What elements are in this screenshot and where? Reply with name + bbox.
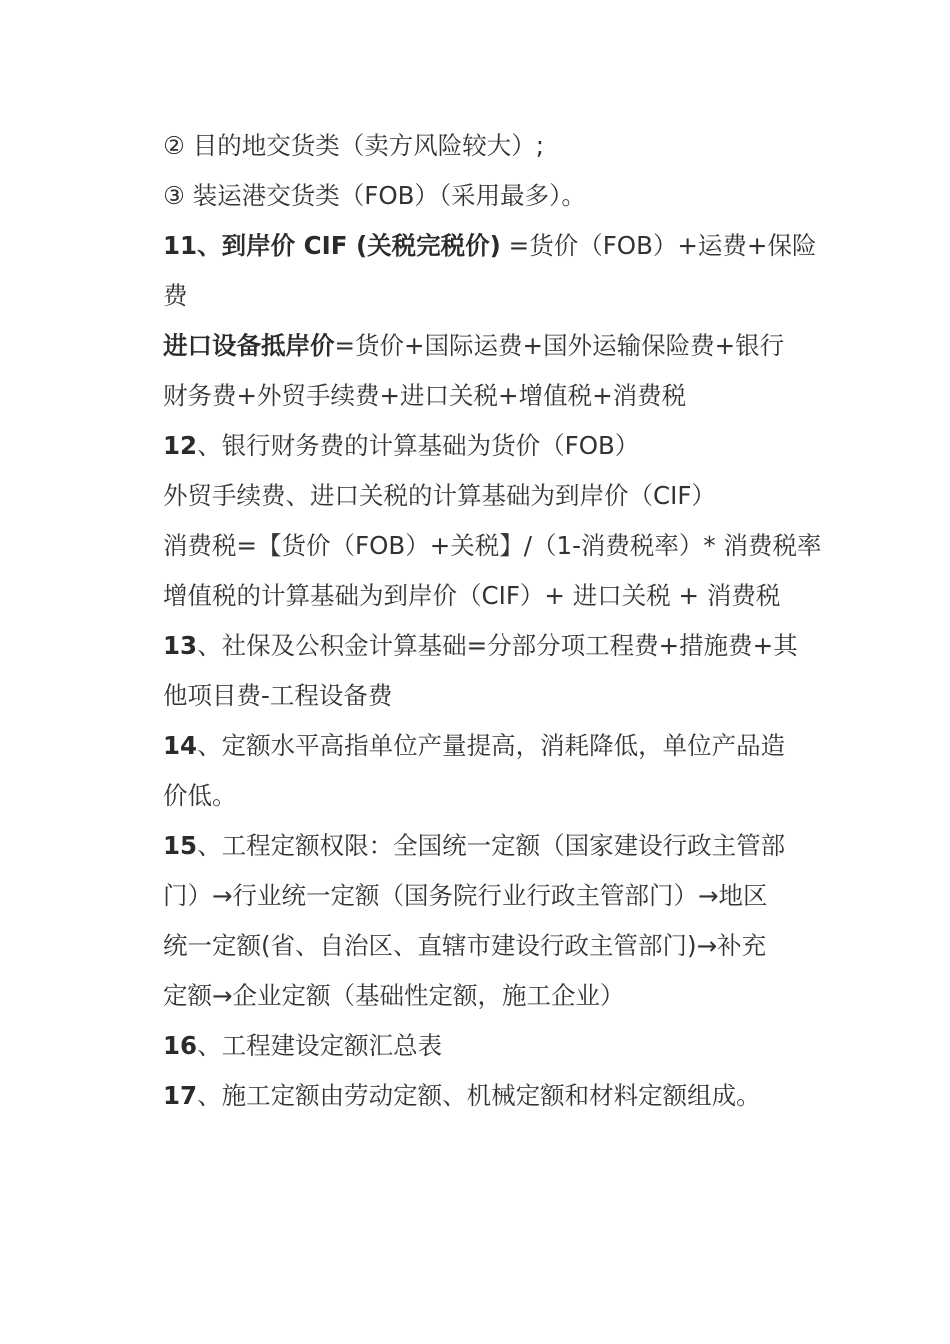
text-line [163,371,793,421]
text-run: 、工程建设定额汇总表 [197,1031,443,1060]
text-run: 增值税的计算基础为到岸价（CIF）+ 进口关税 + 消费税 [163,581,781,610]
text-line [163,221,817,271]
text-line [163,971,793,1021]
bold-text: 11、到岸价 CIF (关税完税价) [163,231,501,260]
text-line [163,571,793,621]
text-line [163,1071,793,1121]
text-line [163,521,822,571]
text-run: =货价（FOB）+运费+保险 [500,231,817,260]
text-run: 、定额水平高指单位产量提高，消耗降低，单位产品造 [197,731,786,760]
text-run: ② 目的地交货类（卖方风险较大）; [163,131,545,160]
text-line [163,121,793,171]
text-line [163,271,793,321]
text-run: 财务费+外贸手续费+进口关税+增值税+消费税 [163,381,687,410]
text-run: 他项目费-工程设备费 [163,681,393,710]
text-line [163,671,793,721]
text-line [163,821,793,871]
text-run: 外贸手续费、进口关税的计算基础为到岸价（CIF） [163,481,716,510]
text-run: 、银行财务费的计算基础为货价（FOB） [197,431,640,460]
text-line [163,421,793,471]
text-run: 消费税=【货价（FOB）+关税】/（1-消费税率）* 消费税率 [163,531,822,560]
text-run: 、工程定额权限：全国统一定额（国家建设行政主管部 [197,831,786,860]
text-line [163,621,798,671]
text-run: 价低。 [163,781,237,810]
text-run: 、施工定额由劳动定额、机械定额和材料定额组成。 [197,1081,761,1110]
text-run: 定额→企业定额（基础性定额，施工企业） [163,981,625,1010]
text-run: 费 [163,281,188,310]
bold-text: 16 [163,1031,198,1060]
text-line [163,471,793,521]
text-line [163,921,793,971]
text-line [163,721,793,771]
text-line [163,1021,793,1071]
text-run: ③ 装运港交货类（FOB）（采用最多）。 [163,181,586,210]
text-run: 门）→行业统一定额（国务院行业行政主管部门）→地区 [163,881,768,910]
bold-text: 15 [163,831,198,860]
bold-text: 17 [163,1081,198,1110]
text-line [163,771,793,821]
bold-text: 进口设备抵岸价 [163,331,335,360]
text-run: =货价+国际运费+国外运输保险费+银行 [334,331,785,360]
text-run: 统一定额(省、自治区、直辖市建设行政主管部门)→补充 [163,931,767,960]
bold-text: 14 [163,731,198,760]
text-run: 、社保及公积金计算基础=分部分项工程费+措施费+其 [197,631,798,660]
text-line [163,321,793,371]
document-page [163,121,822,1121]
bold-text: 12 [163,431,198,460]
bold-text: 13 [163,631,198,660]
text-line [163,871,793,921]
text-line [163,171,793,221]
